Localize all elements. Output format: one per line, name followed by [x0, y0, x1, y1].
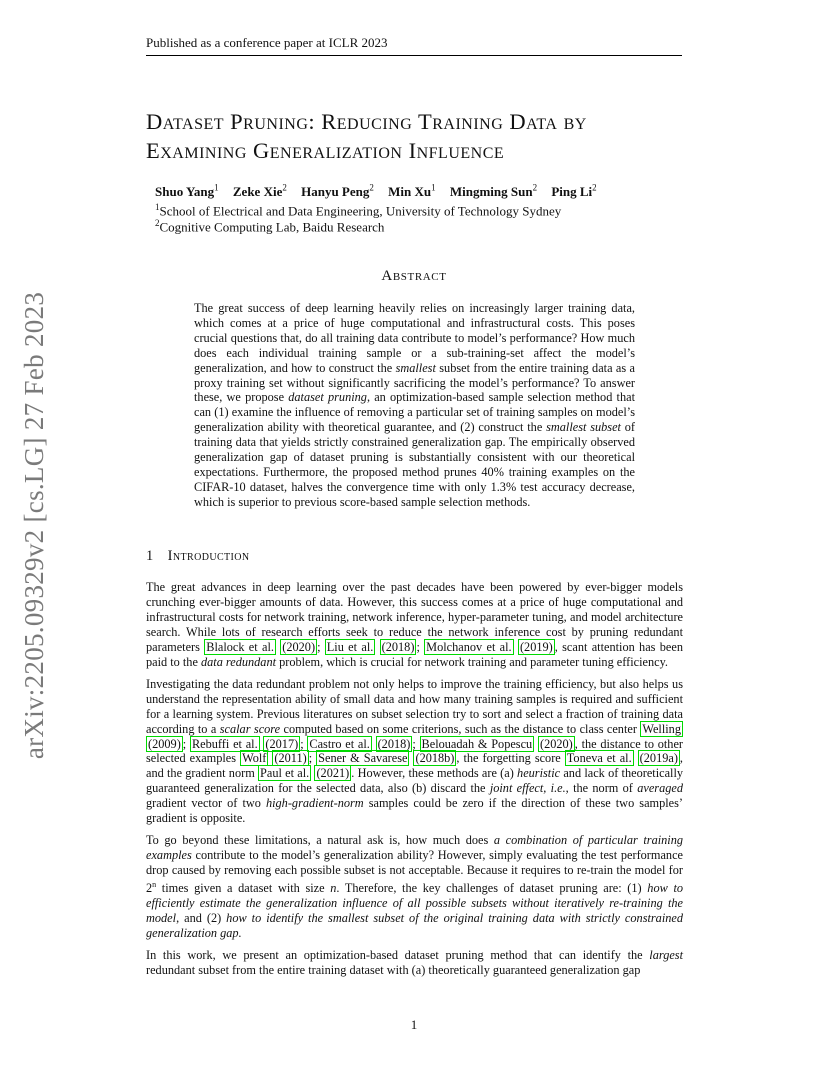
citation-link[interactable]: Toneva et al.: [566, 751, 632, 766]
citation-link[interactable]: Belouadah & Popescu: [421, 736, 533, 751]
paragraph-4: In this work, we present an optimization-based dataset pruning method that can identify the largest redundant subset from the entire training dataset with (a) theoretically guaranteed generalization gap: [146, 948, 683, 977]
citation-link[interactable]: (2019a): [639, 751, 678, 766]
author: Ping Li$^2$: [551, 183, 597, 200]
citation-link[interactable]: (2017): [265, 736, 299, 751]
citation-link[interactable]: (2018): [381, 639, 415, 654]
citation-link[interactable]: (2020): [282, 639, 316, 654]
paper-title: [146, 107, 706, 165]
citation-link[interactable]: Sener & Savarese: [318, 751, 408, 766]
arxiv-id: arXiv:2205.09329v2 [cs.LG] 27 Feb 2023: [19, 291, 50, 759]
citation-link[interactable]: (2019): [519, 639, 553, 654]
author: Shuo Yang$^1$: [155, 183, 219, 200]
affiliation-1: $^1$School of Electrical and Data Engineering, University of Technology Sydney: [155, 202, 562, 219]
citation-link[interactable]: Rebuffi et al.: [191, 736, 258, 751]
abstract-heading: Abstract: [381, 268, 447, 284]
citation-link[interactable]: Welling: [642, 721, 681, 736]
section-heading: 1 Introduction: [146, 548, 250, 564]
citation-link[interactable]: (2009): [148, 736, 181, 751]
citation-link[interactable]: (2018b): [415, 751, 455, 766]
title-line-2: Examining Generalization Influence: [146, 138, 505, 163]
author: Hanyu Peng$^2$: [301, 183, 374, 200]
paragraph-1: The great advances in deep learning over the past decades have been powered by ever-bigger models crunching ever-bigger amounts of data. However, this success comes at a price of huge computational and infrastructural costs for network training, network inference, hyper-parameter tuning, and model architecture search. While lots of research efforts seek to reduce the network inference cost by pruning redundant parameters Blalock et al. (2020) ; Liu et al. (2018) ; Molchanov et al. (2019) , scant attention has been paid to the data redundant problem, which is crucial for network training and parameter tuning efficiency.: [146, 580, 683, 669]
title-line-1: Dataset Pruning: Reducing Training Data by: [146, 109, 587, 134]
citation-link[interactable]: Liu et al.: [326, 639, 374, 654]
author: Min Xu$^1$: [388, 183, 436, 200]
paragraph-3: To go beyond these limitations, a natural ask is, how much does a combination of particular training examples contribute to the model’s generalization ability? However, simply evaluating the test performance drop caused by removing each possible subset is not acceptable. Because it requires to re-train the model for 2$^n$ times given a dataset with size n. Therefore, the key challenges of dataset pruning are: (1) how to efficiently estimate the generalization influence of all possible subsets without iteratively re-training the model, and (2) how to identify the smallest subset of the original training data with strictly constrained generalization gap.: [146, 833, 684, 941]
citation-link[interactable]: Wolf: [242, 751, 267, 766]
citation-link[interactable]: (2021): [316, 766, 350, 781]
author: Mingming Sun$^2$: [449, 183, 538, 200]
citation-link[interactable]: Paul et al.: [260, 766, 310, 781]
paragraph-2: Investigating the data redundant problem not only helps to improve the training efficiency, but also helps us understand the representation ability of small data and how many training samples is required and sufficient for a learning system. Previous literatures on subset selection try to sort and select a fraction of training data according to a scalar score computed based on some criterions, such as the distance to class center Welling (2009) ; Rebuffi et al. (2017) ; Castro et al. (2018) ; Belouadah & Popescu (2020) , the distance to other selected examples Wolf (2011) ; Sener & Savarese (2018b) , the forgetting score Toneva et al. (2019a) , and the gradient norm Paul et al. (2021) . However, these methods are (a) heuristic and lack of theoretically guaranteed generalization for the selected data, also (b) discard the joint effect, i.e., the norm of averaged gradient vector of two high-gradient-norm samples could be zero if the direction of these two samples’ gradient is opposite.: [146, 676, 684, 826]
citation-link[interactable]: (2011): [274, 751, 307, 766]
citation-link[interactable]: Blalock et al.: [206, 639, 274, 654]
page-number: 1: [410, 1017, 418, 1032]
affiliation-2: $^2$Cognitive Computing Lab, Baidu Research: [155, 218, 385, 235]
author-list: [155, 183, 608, 200]
running-header: Published as a conference paper at ICLR 2023: [146, 35, 682, 56]
citation-link[interactable]: (2018): [377, 736, 411, 751]
introduction-body: [146, 580, 683, 985]
abstract-text: The great success of deep learning heavily relies on increasingly larger training data, which comes at a price of huge computational and infrastructural costs. This poses crucial questions that, do all training data contribute to model’s performance? How much does each individual training sample or a sub-training-set affect the model’s generalization, and how to construct the smallest subset from the entire training data as a proxy training set without significantly sacrificing the model’s performance? To answer these, we propose dataset pruning, an optimization-based sample selection method that can (1) examine the influence of removing a particular set of training samples on model’s generalization ability with theoretical guarantee, and (2) construct the smallest subset of training data that yields strictly constrained generalization gap. The empirically observed generalization gap of dataset pruning is substantially consistent with our theoretical expectations. Furthermore, the proposed method prunes 40% training examples on the CIFAR-10 dataset, halves the convergence time with only 1.3% test accuracy decrease, which is superior to previous score-based sample selection methods.: [194, 301, 635, 509]
citation-link[interactable]: (2020): [539, 736, 573, 751]
citation-link[interactable]: Castro et al.: [309, 736, 370, 751]
arxiv-stamp: [19, 290, 51, 760]
author: Zeke Xie$^2$: [232, 183, 287, 200]
citation-link[interactable]: Molchanov et al.: [426, 639, 512, 654]
